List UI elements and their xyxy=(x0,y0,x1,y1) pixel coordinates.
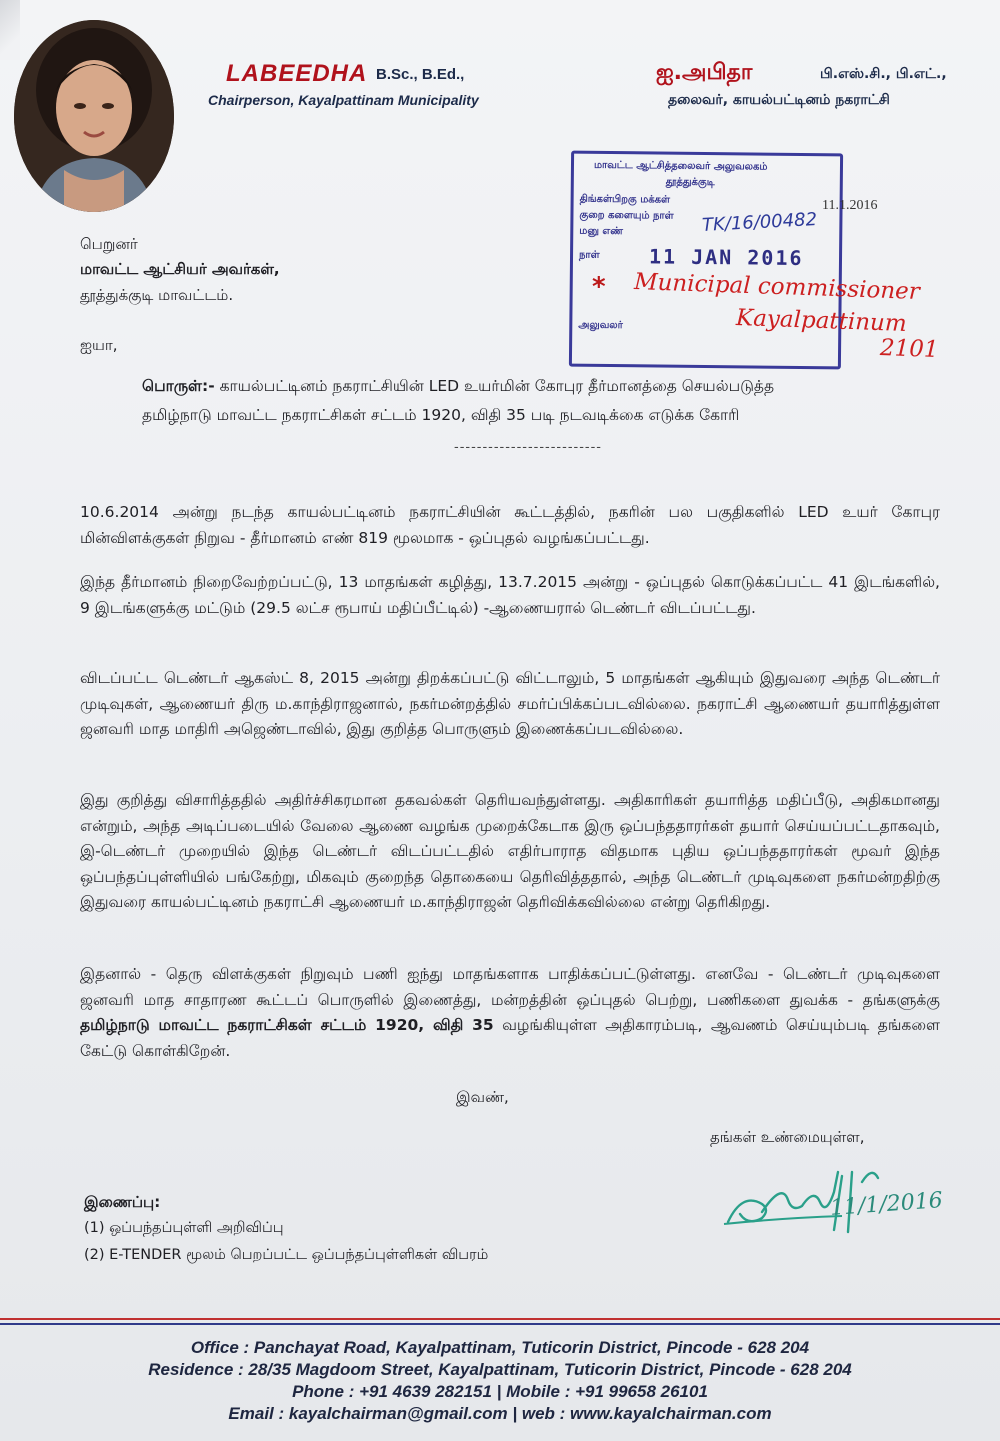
letterhead-role-english: Chairperson, Kayalpattinam Municipality xyxy=(208,92,479,108)
handwritten-note-line-2: Kayalpattinum xyxy=(735,305,908,337)
body-paragraph-2: இந்த தீர்மானம் நிறைவேற்றப்பட்டு, 13 மாதங்கள் கழித்து, 13.7.2015 அன்று - ஒப்புதல் கொடுக்கப்பட்ட 41 இடங்களில், 9 இடங்களுக்கு மட்டும் (29.5 லட்ச ரூபாய் மதிப்பீட்டில்) -ஆணையரால் டெண்டர் விடப்பட்டது. xyxy=(80,573,940,617)
letterhead-degrees-tamil: பி.எஸ்.சி., பி.எட்., xyxy=(820,66,947,82)
red-ink-mark: * xyxy=(592,272,606,302)
handwritten-note-line-3: 2101 xyxy=(879,334,939,364)
body-paragraph-3: விடப்பட்ட டெண்டர் ஆகஸ்ட் 8, 2015 அன்று திறக்கப்பட்டு விட்டாலும், 5 மாதங்கள் ஆகியும் இதுவரை அந்த டெண்டர் முடிவுகள், ஆணையர் திரு ம.காந்திராஜனால், நகர்மன்றத்தில் சமர்ப்பிக்கப்படவில்லை. நகராட்சி ஆணையர் தயாரித்துள்ள ஜனவரி மாத மாதிரி அஜெண்டாவில், இது குறித்த பொருளும் இணைக்கப்படவில்லை. xyxy=(80,669,940,738)
body-paragraph-5-part-2: வழங்கியுள்ள அதிகாரம்படி, ஆவணம் செய்யும்படி தங்களை கேட்டு கொள்கிறேன். xyxy=(80,1016,940,1060)
body-paragraph-5-part-1: இதனால் - தெரு விளக்குகள் நிறுவும் பணி ஐந்து மாதங்களாக பாதிக்கப்பட்டுள்ளது. எனவே - டெண்டர் முடிவுகளை ஜனவரி மாத சாதாரண கூட்டப் பொருளில் இணைத்து, மன்றத்தின் ஒப்புதல் பெற்று, பணிகளை துவக்க - தங்களுக்கு xyxy=(80,965,940,1009)
addressee-label: பெறுனர் xyxy=(80,235,138,253)
stamp-petition-no-line: மனு எண் xyxy=(579,225,624,238)
subject-divider: -------------------------- xyxy=(454,440,602,455)
body-paragraph-5-act-reference: தமிழ்நாடு மாவட்ட நகராட்சிகள் சட்டம் 1920, விதி 35 xyxy=(80,1016,494,1034)
enclosure-item-1: (1) ஒப்பந்தப்புள்ளி அறிவிப்பு xyxy=(84,1220,284,1236)
letterhead-name-english: LABEEDHA xyxy=(226,60,368,87)
letterhead-degrees-english: B.Sc., B.Ed., xyxy=(376,66,465,83)
footer-email-web: Email : kayalchairman@gmail.com | web : www.kayalchairman.com xyxy=(228,1404,772,1423)
addressee-name: மாவட்ட ஆட்சியர் அவர்கள், xyxy=(80,260,280,278)
closing-yours-faithfully: தங்கள் உண்மையுள்ள, xyxy=(710,1128,865,1146)
footer-office-address: Office : Panchayat Road, Kayalpattinam, Tuticorin District, Pincode - 628 204 xyxy=(190,1338,810,1357)
body-paragraph-1: 10.6.2014 அன்று நடந்த காயல்பட்டினம் நகராட்சியின் கூட்டத்தில், நகரின் பல பகுதிகளில் LED உயர் கோபுர மின்விளக்குகள் நிறுவ - தீர்மானம் எண் 819 மூலமாக - ஒப்புதல் வழங்கப்பட்டது. xyxy=(80,503,940,547)
addressee-district: தூத்துக்குடி மாவட்டம். xyxy=(80,286,234,304)
stamp-grievance-line: குறை களையும் நாள் xyxy=(579,209,674,222)
letterhead-name-tamil: ஐ.அபிதா xyxy=(656,60,753,85)
received-stamp xyxy=(569,151,843,370)
subject-block xyxy=(142,372,932,430)
closing-ivan: இவண், xyxy=(456,1088,509,1106)
page-fold xyxy=(0,0,20,60)
body-paragraph-4: இது குறித்து விசாரித்ததில் அதிர்ச்சிகரமான தகவல்கள் தெரியவந்துள்ளது. அதிகாரிகள் தயாரித்த மதிப்பீடு, அதிகமானது என்றும், அந்த அடிப்படையில் வேலை ஆணை வழங்க முறைக்கேடாக இரு ஒப்பந்ததாரர்கள் தயார் செய்யப்பட்டதாகவும், இ-டெண்டர் முறையில் இந்த டெண்டர் விடப்பட்டதில் எதிர்பாராத விதமாக புதிய ஒப்பந்ததாரர்கள் மூவர் இந்த ஒப்பந்தப்புள்ளியில் பங்கேற்று, மிகவும் குறைந்த தொகையை தெரிவித்ததால், அந்த டெண்டர் முடிவுகளை நகர்மன்றதிற்கு இதுவரை காயல்பட்டினம் நகராட்சி ஆணையர் ம.காந்திராஜன் தெரிவிக்கவில்லை என்று தெரிகிறது. xyxy=(80,791,940,911)
stamp-date: 11 JAN 2016 xyxy=(648,244,804,271)
enclosure-item-2: (2) E-TENDER மூலம் பெறப்பட்ட ஒப்பந்தப்புள்ளிகள் விபரம் xyxy=(84,1247,489,1263)
handwritten-reference: TK/16/00482 xyxy=(701,209,818,236)
salutation: ஐயா, xyxy=(80,336,118,354)
stamp-district-line: தூத்துக்குடி xyxy=(665,176,715,189)
subject-label: பொருள்:- xyxy=(142,377,215,395)
stamp-officer-line: அலுவலர் xyxy=(578,319,623,332)
footer-rule-blue xyxy=(0,1323,1000,1325)
footer-rule-red xyxy=(0,1318,1000,1320)
stamp-office-line: மாவட்ட ஆட்சித்தலைவர் அலுவலகம் xyxy=(593,159,768,173)
body-paragraph-5 xyxy=(80,962,940,1064)
subject-line-1: காயல்பட்டினம் நகராட்சியின் LED உயர்மின் கோபுர தீர்மானத்தை செயல்படுத்த xyxy=(219,377,775,395)
portrait-photo xyxy=(14,20,174,212)
letterhead-role-tamil: தலைவர், காயல்பட்டினம் நகராட்சி xyxy=(668,92,890,108)
handwritten-note-line-1: Municipal commissioner xyxy=(633,269,921,305)
subject-line-2: தமிழ்நாடு மாவட்ட நகராட்சிகள் சட்டம் 1920, விதி 35 படி நடவடிக்கை எடுக்க கோரி xyxy=(142,406,740,424)
stamp-date-label: நாள் xyxy=(578,249,600,261)
letter-date: 11.1.2016 xyxy=(822,198,878,213)
footer-residence-address: Residence : 28/35 Magdoom Street, Kayalpattinam, Tuticorin District, Pincode - 628 204 xyxy=(148,1360,852,1379)
enclosures-title: இணைப்பு: xyxy=(84,1193,161,1211)
footer-phone: Phone : +91 4639 282151 | Mobile : +91 99658 26101 xyxy=(292,1382,708,1401)
signature-date: 11/1/2016 xyxy=(829,1188,944,1221)
stamp-day-line: திங்கள்பிறகு மக்கள் xyxy=(579,193,671,206)
